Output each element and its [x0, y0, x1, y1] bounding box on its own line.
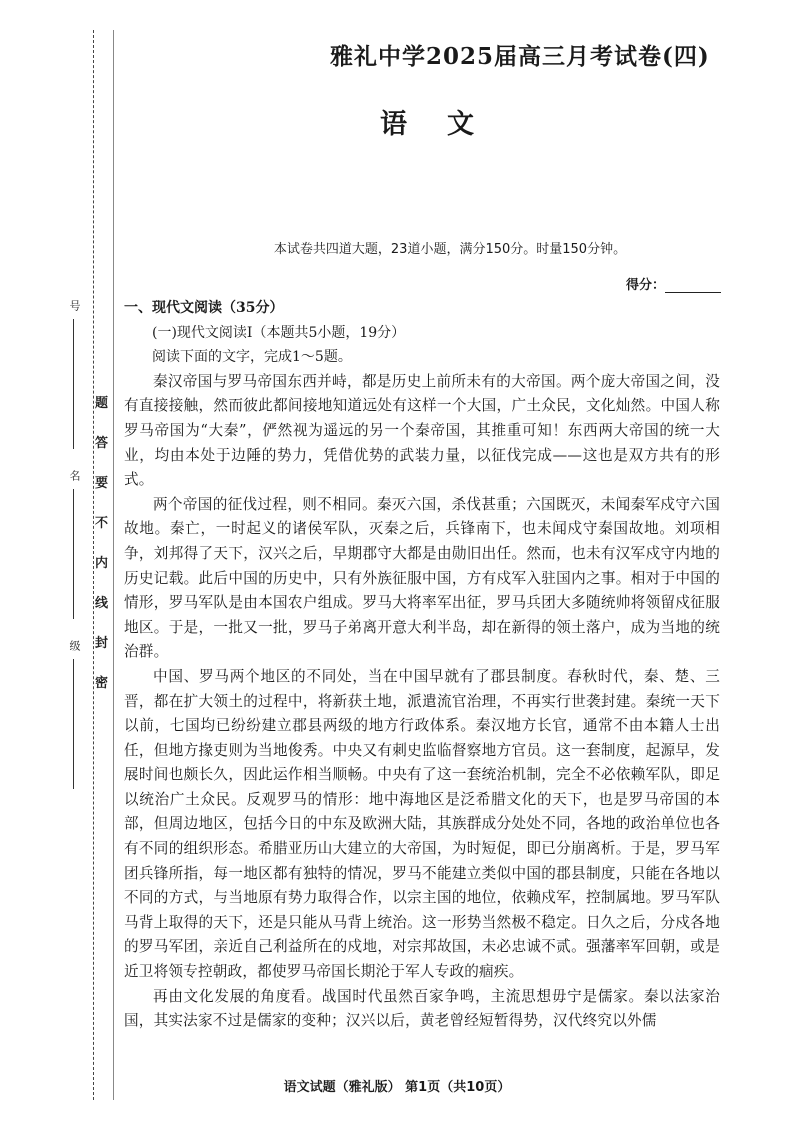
seal-char: 密: [95, 676, 109, 691]
seal-char: 封: [95, 636, 109, 651]
binding-margin: [0, 0, 118, 1124]
field-label: 号: [68, 300, 81, 311]
reading-content: [124, 296, 720, 1034]
seal-char: 不: [95, 516, 109, 531]
field-blank: [73, 319, 75, 449]
field-student-number: [66, 300, 82, 453]
field-class: [66, 640, 82, 793]
binding-dashed-line: [93, 30, 94, 1100]
score-field: [626, 274, 721, 293]
paragraph: 中国、罗马两个地区的不同处，当在中国早就有了郡县制度。春秋时代，秦、楚、三晋，都在扩大领土的过程中，将新获土地，派遣流官治理，不再实行世袭封建。秦统一天下以前，七国均已纷纷建立郡县两级的地方行政体系。秦汉地方长官，通常不由本籍人士出任，但地方掾吏则为当地俊秀。中央又有刺史监临督察地方官员。这一套制度，起源早，发展时间也颇长久，因此运作相当顺畅。中央有了这一套统治机制，完全不必依赖军队，即足以统治广土众民。反观罗马的情形：地中海地区是泛希腊文化的天下，也是罗马帝国的本部，但周边地区，包括今日的中东及欧洲大陆，其族群成分处处不同，各地的政治单位也各有不同的组织形态。希腊亚历山大建立的大帝国，为时短促，即已分崩离析。于是，罗马军团兵锋所指，每一地区都有独特的情况，罗马不能建立类似中国的郡县制度，只能在各地以不同的方式，与当地原有势力取得合作，以宗主国的地位，依赖戍军，控制属地。罗马军队马背上取得的天下，还是只能从马背上统治。这一形势当然极不稳定。日久之后，分戍各地的罗马军团，亲近自己利益所在的戍地，对宗邦故国，未必忠诚不贰。强藩率军回朝，或是近卫将领专控朝政，都使罗马帝国长期沦于军人专政的痼疾。: [124, 667, 720, 981]
seal-char: 内: [95, 556, 109, 571]
paragraph: 再由文化发展的角度看。战国时代虽然百家争鸣，主流思想毋宁是儒家。秦以法家治国，其实法家不过是儒家的变种；汉兴以后，黄老曾经短暂得势，汉代终究以外儒: [124, 987, 720, 1030]
binding-solid-line: [113, 30, 114, 1100]
paragraph: 两个帝国的征伐过程，则不相同。秦灭六国，杀伐甚重；六国既灭，未闻秦军戍守六国故地。秦亡，一时起义的诸侯军队，灭秦之后，兵锋南下，也未闻戍守秦国故地。刘项相争，刘邦得了天下，汉兴之后，早期郡守大都是由勋旧出任。然而，也未有汉军戍守内地的历史记载。此后中国的历史中，只有外族征服中国，方有戍军入驻国内之事。相对于中国的情形，罗马军队是由本国农户组成。罗马大将率军出征，罗马兵团大多随统帅将领留戍征服地区。于是，一批又一批，罗马子弟离开意大利半岛，却在新得的领土落户，成为当地的统治群。: [124, 495, 720, 661]
page-footer: 语文试题（雅礼版） 第1页（共10页）: [283, 1080, 511, 1095]
seal-char: 线: [95, 596, 109, 611]
section-title: 一、现代文阅读（35分）: [124, 300, 284, 316]
exam-title: 雅礼中学2025届高三月考试卷(四): [330, 43, 710, 70]
seal-char: 要: [95, 476, 109, 491]
field-blank: [73, 659, 75, 789]
exam-info: 本试卷共四道大题，23道小题，满分150分。时量150分钟。: [273, 242, 627, 257]
score-blank[interactable]: [665, 280, 721, 293]
field-label: 级: [68, 640, 81, 651]
score-label: 得分：: [626, 278, 666, 293]
seal-char: 题: [95, 396, 109, 411]
field-label: 名: [68, 470, 81, 481]
seal-char: 答: [95, 436, 109, 451]
subject-title: 语文: [380, 109, 514, 140]
field-name: [66, 470, 82, 623]
field-blank: [73, 489, 75, 619]
subsection-title: (一)现代文阅读Ⅰ（本题共5小题，19分）: [152, 324, 406, 341]
paragraph: 秦汉帝国与罗马帝国东西并峙，都是历史上前所未有的大帝国。两个庞大帝国之间，没有直接接触，然而彼此都间接地知道远处有这样一个大国，广土众民，文化灿然。中国人称罗马帝国为“大秦”，俨然视为遥远的另一个秦帝国，其推重可知！东西两大帝国的统一大业，均由本处于边陲的势力，凭借优势的武装力量，以征伐完成——这也是双方共有的形式。: [124, 372, 720, 489]
instruction: 阅读下面的文字，完成1～5题。: [152, 349, 352, 366]
